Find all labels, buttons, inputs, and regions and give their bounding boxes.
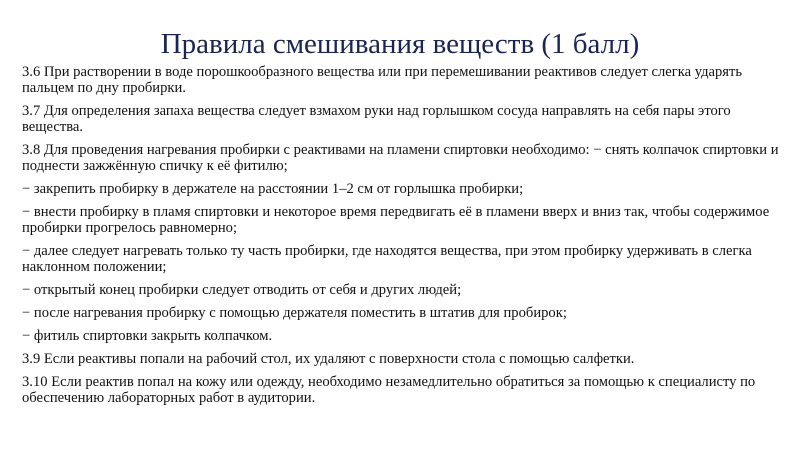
rule-3-10: 3.10 Если реактив попал на кожу или одежду, необходимо незамедлительно обратиться за помощью к специалисту по обеспечению лабораторных работ в аудитории.	[22, 374, 756, 406]
rule-3-7: 3.7 Для определения запаха вещества следует взмахом руки над горлышком сосуда направлять на себя пары этого вещества.	[22, 103, 731, 135]
rule-3-8-step-move-in-flame: − внести пробирку в пламя спиртовки и некоторое время передвигать её в пламени вверх и вниз так, чтобы содержимое пробирки прогрелось равномерно;	[22, 204, 770, 236]
rule-3-8-step-place-rack: − после нагревания пробирку с помощью держателя поместить в штатив для пробирок;	[22, 305, 567, 321]
rule-3-8-step-heat-part: − далее следует нагревать только ту часть пробирки, где находятся вещества, при этом пробирку удерживать в слегка наклонном положении;	[22, 243, 752, 275]
rule-3-8-step-fix-tube: − закрепить пробирку в держателе на расстоянии 1–2 см от горлышка пробирки;	[22, 181, 524, 197]
slide-body	[22, 64, 782, 413]
rule-3-8: 3.8 Для проведения нагревания пробирки с реактивами на пламени спиртовки необходимо: − снять колпачок спиртовки и поднести зажжённую спичку к её фитилю;	[22, 142, 779, 174]
slide-title: Правила смешивания веществ (1 балл)	[160, 28, 640, 60]
rule-3-6: 3.6 При растворении в воде порошкообразного вещества или при перемешивании реактивов следует слегка ударять пальцем по дну пробирки.	[22, 64, 743, 96]
rule-3-9: 3.9 Если реактивы попали на рабочий стол, их удаляют с поверхности стола с помощью салфетки.	[22, 351, 635, 367]
rule-3-8-step-close-wick: − фитиль спиртовки закрыть колпачком.	[22, 328, 273, 344]
rule-3-8-step-open-end: − открытый конец пробирки следует отводить от себя и других людей;	[22, 282, 462, 298]
